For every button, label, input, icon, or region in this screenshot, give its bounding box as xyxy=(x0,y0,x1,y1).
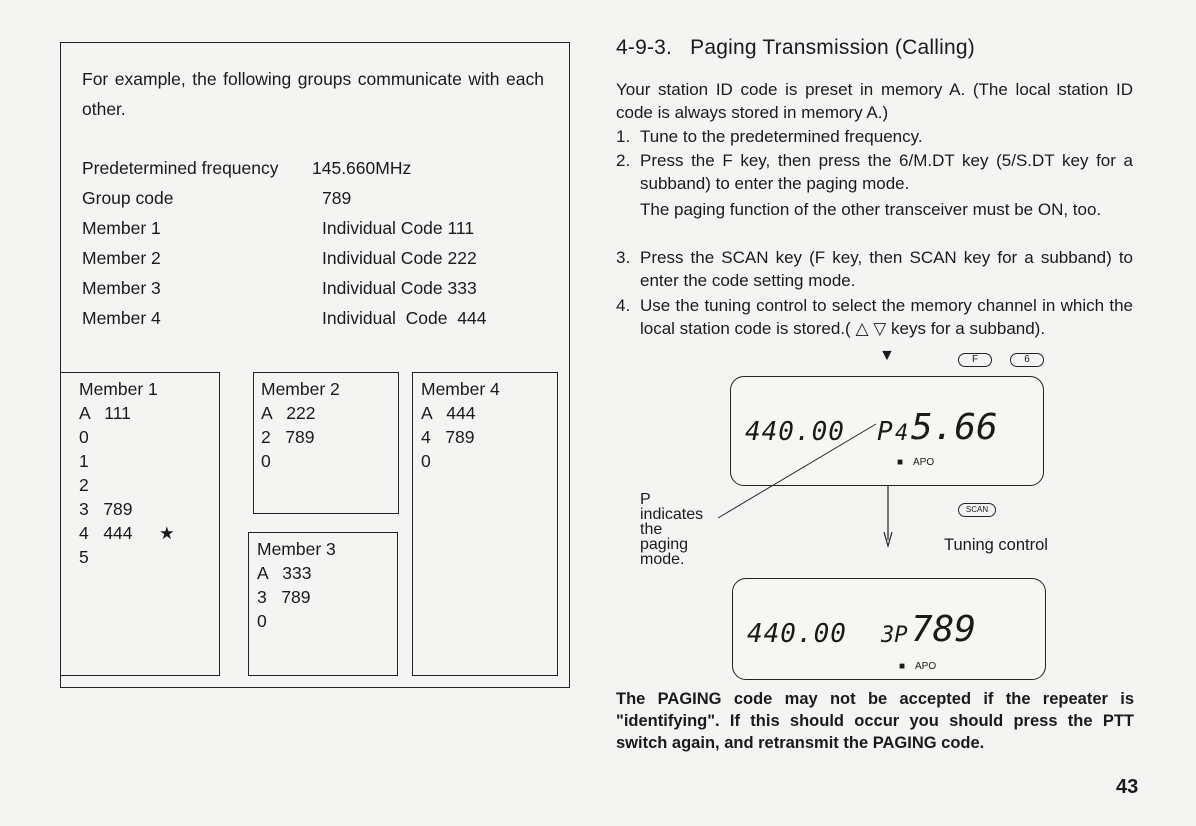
memory-line: 3 789 xyxy=(257,587,311,607)
lcd-frequency: 440.00 xyxy=(747,619,847,649)
row-frequency xyxy=(82,158,412,179)
row-value: Individual Code 333 xyxy=(322,278,477,298)
memory-line: 2 789 xyxy=(261,427,315,447)
lcd-frequency: 440.00 xyxy=(745,417,845,447)
member-4-memory-box xyxy=(412,372,558,676)
lcd-code-small: 4 xyxy=(895,421,909,446)
row-value: 145.660MHz xyxy=(312,158,412,178)
row-member-4 xyxy=(82,308,487,329)
section-intro: Your station ID code is preset in memory A. (The local station ID code is always stored in memory A.) xyxy=(616,80,1133,122)
row-label: Member 3 xyxy=(82,278,161,298)
row-value: Individual Code 111 xyxy=(322,218,475,238)
member-3-memory-box xyxy=(248,532,398,676)
star-icon: ★ xyxy=(159,523,175,543)
step-number: 4. xyxy=(616,296,631,315)
lcd-apo: APO xyxy=(915,661,937,672)
lcd-mark-icon: ■ xyxy=(897,457,904,468)
step-1 xyxy=(616,125,1133,148)
row-label: Member 1 xyxy=(82,218,161,238)
step-3 xyxy=(616,246,1133,292)
memory-line: 0 xyxy=(79,427,89,447)
row-member-1 xyxy=(82,218,475,239)
step-2 xyxy=(616,149,1133,195)
lcd-code: 789 xyxy=(911,609,977,650)
step-text: Tune to the predetermined frequency. xyxy=(640,127,923,146)
memory-line: 4 444 xyxy=(79,523,133,543)
paging-note: The PAGING code may not be accepted if the repeater is "identifying". If this should occur you should press the PTT switch again, and retransmit the PAGING code. xyxy=(616,690,1134,752)
memory-line: A 444 xyxy=(421,403,476,423)
lcd-mark-icon: ■ xyxy=(899,661,906,672)
paging-mode-label: P indicates the paging mode. xyxy=(640,491,704,568)
step-text: The paging function of the other transceiver must be ON, too. xyxy=(640,200,1102,219)
memory-line: A 333 xyxy=(257,563,312,583)
page-number: 43 xyxy=(1116,776,1139,798)
section-heading: 4-9-3. Paging Transmission (Calling) xyxy=(616,36,975,59)
down-triangle-icon: ▼ xyxy=(879,347,895,364)
memory-line: A 222 xyxy=(261,403,316,423)
row-label: Predetermined frequency xyxy=(82,158,279,178)
row-label: Member 2 xyxy=(82,248,161,268)
six-key[interactable]: 6 xyxy=(1010,353,1044,367)
diagram-lines xyxy=(640,400,1100,600)
example-intro: For example, the following groups communicate with each other. xyxy=(82,69,544,119)
memory-line: 0 xyxy=(257,611,267,631)
row-member-3 xyxy=(82,278,477,299)
lcd-code-prefix: 3P xyxy=(881,623,908,648)
pointer-line xyxy=(718,424,876,518)
step-4 xyxy=(616,294,1133,340)
lcd-paging-prefix: P xyxy=(877,417,893,447)
step-text: Press the SCAN key (F key, then SCAN key for a subband) to enter the code setting mode. xyxy=(640,248,1133,290)
memory-line: 1 xyxy=(79,451,89,471)
step-text: Use the tuning control to select the memory channel in which the local station code is stored.( △ ▽ keys for a subband). xyxy=(640,296,1133,338)
row-label: Member 4 xyxy=(82,308,161,328)
memory-line: 4 789 xyxy=(421,427,475,447)
row-group-code xyxy=(82,188,352,209)
row-label: Group code xyxy=(82,188,174,208)
step-number: 2. xyxy=(616,151,631,170)
f-key[interactable]: F xyxy=(958,353,992,367)
step-number: 1. xyxy=(616,127,631,146)
row-member-2 xyxy=(82,248,477,269)
lcd-code: 5.66 xyxy=(911,407,998,448)
row-value: Individual Code 444 xyxy=(322,308,487,328)
step-text: Press the F key, then press the 6/M.DT key (5/S.DT key for a subband) to enter the paging mode. xyxy=(640,151,1133,193)
member-title: Member 2 xyxy=(261,379,340,399)
member-2-memory-box xyxy=(253,372,399,514)
memory-line: 2 xyxy=(79,475,89,495)
scan-key[interactable]: SCAN xyxy=(958,503,996,517)
memory-line: 0 xyxy=(261,451,271,471)
memory-line: 0 xyxy=(421,451,431,471)
row-value: Individual Code 222 xyxy=(322,248,477,268)
lcd-code-display xyxy=(732,578,1046,680)
member-1-memory-box xyxy=(60,372,220,676)
step-number: 3. xyxy=(616,248,631,267)
member-title: Member 1 xyxy=(79,379,158,399)
step-2-note xyxy=(616,198,1133,221)
member-title: Member 3 xyxy=(257,539,336,559)
memory-line: 5 xyxy=(79,547,89,567)
lcd-apo: APO xyxy=(913,457,935,468)
row-value: 789 xyxy=(322,188,352,208)
memory-line: A 111 xyxy=(79,403,131,423)
tuning-control-label: Tuning control xyxy=(944,536,1048,554)
memory-line: 3 789 xyxy=(79,499,133,519)
member-title: Member 4 xyxy=(421,379,500,399)
